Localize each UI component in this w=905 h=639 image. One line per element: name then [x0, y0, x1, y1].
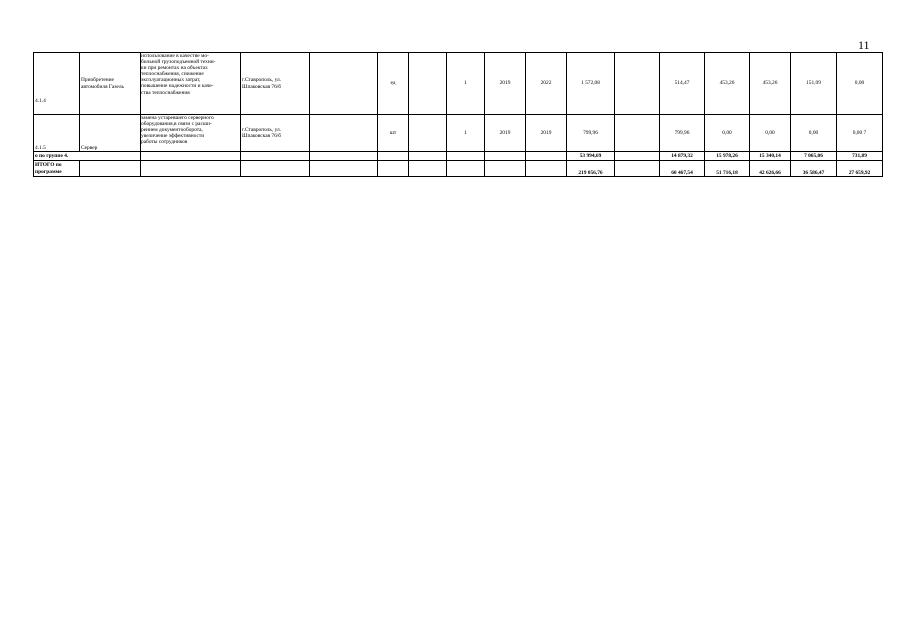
row-y2019: 799,96	[660, 115, 705, 152]
purpose-line: эксплуатационных затрат,	[141, 77, 201, 84]
purpose-line: использование в качестве мо-	[141, 53, 209, 59]
group-total-sum: 53 994,69	[567, 152, 615, 161]
row-unit: шт	[378, 115, 409, 152]
purpose-line: теплоснабжения, снижение	[141, 71, 204, 78]
purpose-line: замена устаревшего серверного	[141, 115, 214, 121]
row-y2022: 0,00	[791, 115, 837, 152]
group-total-label: о по группе 4.	[34, 152, 141, 161]
program-total-y2023: 27 659,92	[837, 161, 883, 177]
program-total-sum: 219 056,76	[567, 161, 615, 177]
row-code: 4.1.5	[34, 115, 80, 152]
group-total-y2019: 14 879,32	[660, 152, 705, 161]
row-y2020: 453,26	[705, 53, 750, 115]
program-table	[33, 52, 883, 177]
purpose-line: рением документооборота,	[141, 127, 203, 134]
program-total-row	[34, 161, 883, 177]
row-y2020: 0,00	[705, 115, 750, 152]
purpose-line: ки при ремонтах на объектах	[141, 65, 208, 72]
row-location: г.Ставрополь, ул. Шпаковская 76/б	[241, 53, 310, 115]
row-y2022: 151,09	[791, 53, 837, 115]
row-unit: ед	[378, 53, 409, 115]
table-row	[34, 115, 883, 152]
purpose-line: работы сотрудников	[141, 139, 188, 146]
program-total-y2021: 42 626,66	[750, 161, 791, 177]
row-y2023: 0,00	[837, 53, 883, 115]
group-total-row	[34, 152, 883, 161]
group-total-y2020: 15 978,26	[705, 152, 750, 161]
purpose-line: увеличение эффективности	[141, 133, 205, 140]
row-name: Приобретение автомобиля Газель	[80, 53, 141, 115]
row-y2023: 0,00 7	[837, 115, 883, 152]
group-total-y2022: 7 065,06	[791, 152, 837, 161]
purpose-line: бильной грузоподъемной техни-	[141, 59, 216, 66]
table-row	[34, 53, 883, 115]
group-total-y2023: 731,89	[837, 152, 883, 161]
row-purpose	[141, 53, 241, 115]
row-year-end: 2022	[526, 53, 567, 115]
program-total-y2020: 51 716,18	[705, 161, 750, 177]
row-location: г.Ставрополь, ул. Шпаковская 76/б	[241, 115, 310, 152]
row-purpose	[141, 115, 241, 152]
row-total: 1 572,08	[567, 53, 615, 115]
group-total-y2021: 15 340,14	[750, 152, 791, 161]
page-number: 11	[858, 38, 870, 52]
row-year-end: 2019	[526, 115, 567, 152]
row-year-start: 2019	[485, 115, 526, 152]
row-total: 799,96	[567, 115, 615, 152]
row-code: 4.1.4	[34, 53, 80, 115]
program-total-y2019: 60 467,54	[660, 161, 705, 177]
row-qty: 1	[447, 115, 485, 152]
purpose-line: повышение надежности и каче-	[141, 83, 214, 90]
purpose-line: оборудования,в связи с расши-	[141, 121, 212, 128]
row-year-start: 2019	[485, 53, 526, 115]
row-y2021: 453,26	[750, 53, 791, 115]
purpose-line: ства теплоснабжения	[141, 89, 190, 96]
row-y2021: 0,00	[750, 115, 791, 152]
program-total-y2022: 36 586,47	[791, 161, 837, 177]
program-total-label: ИТОГО по программе	[34, 161, 80, 177]
row-qty: 1	[447, 53, 485, 115]
row-name: Сервер	[80, 115, 141, 152]
row-y2019: 514,47	[660, 53, 705, 115]
